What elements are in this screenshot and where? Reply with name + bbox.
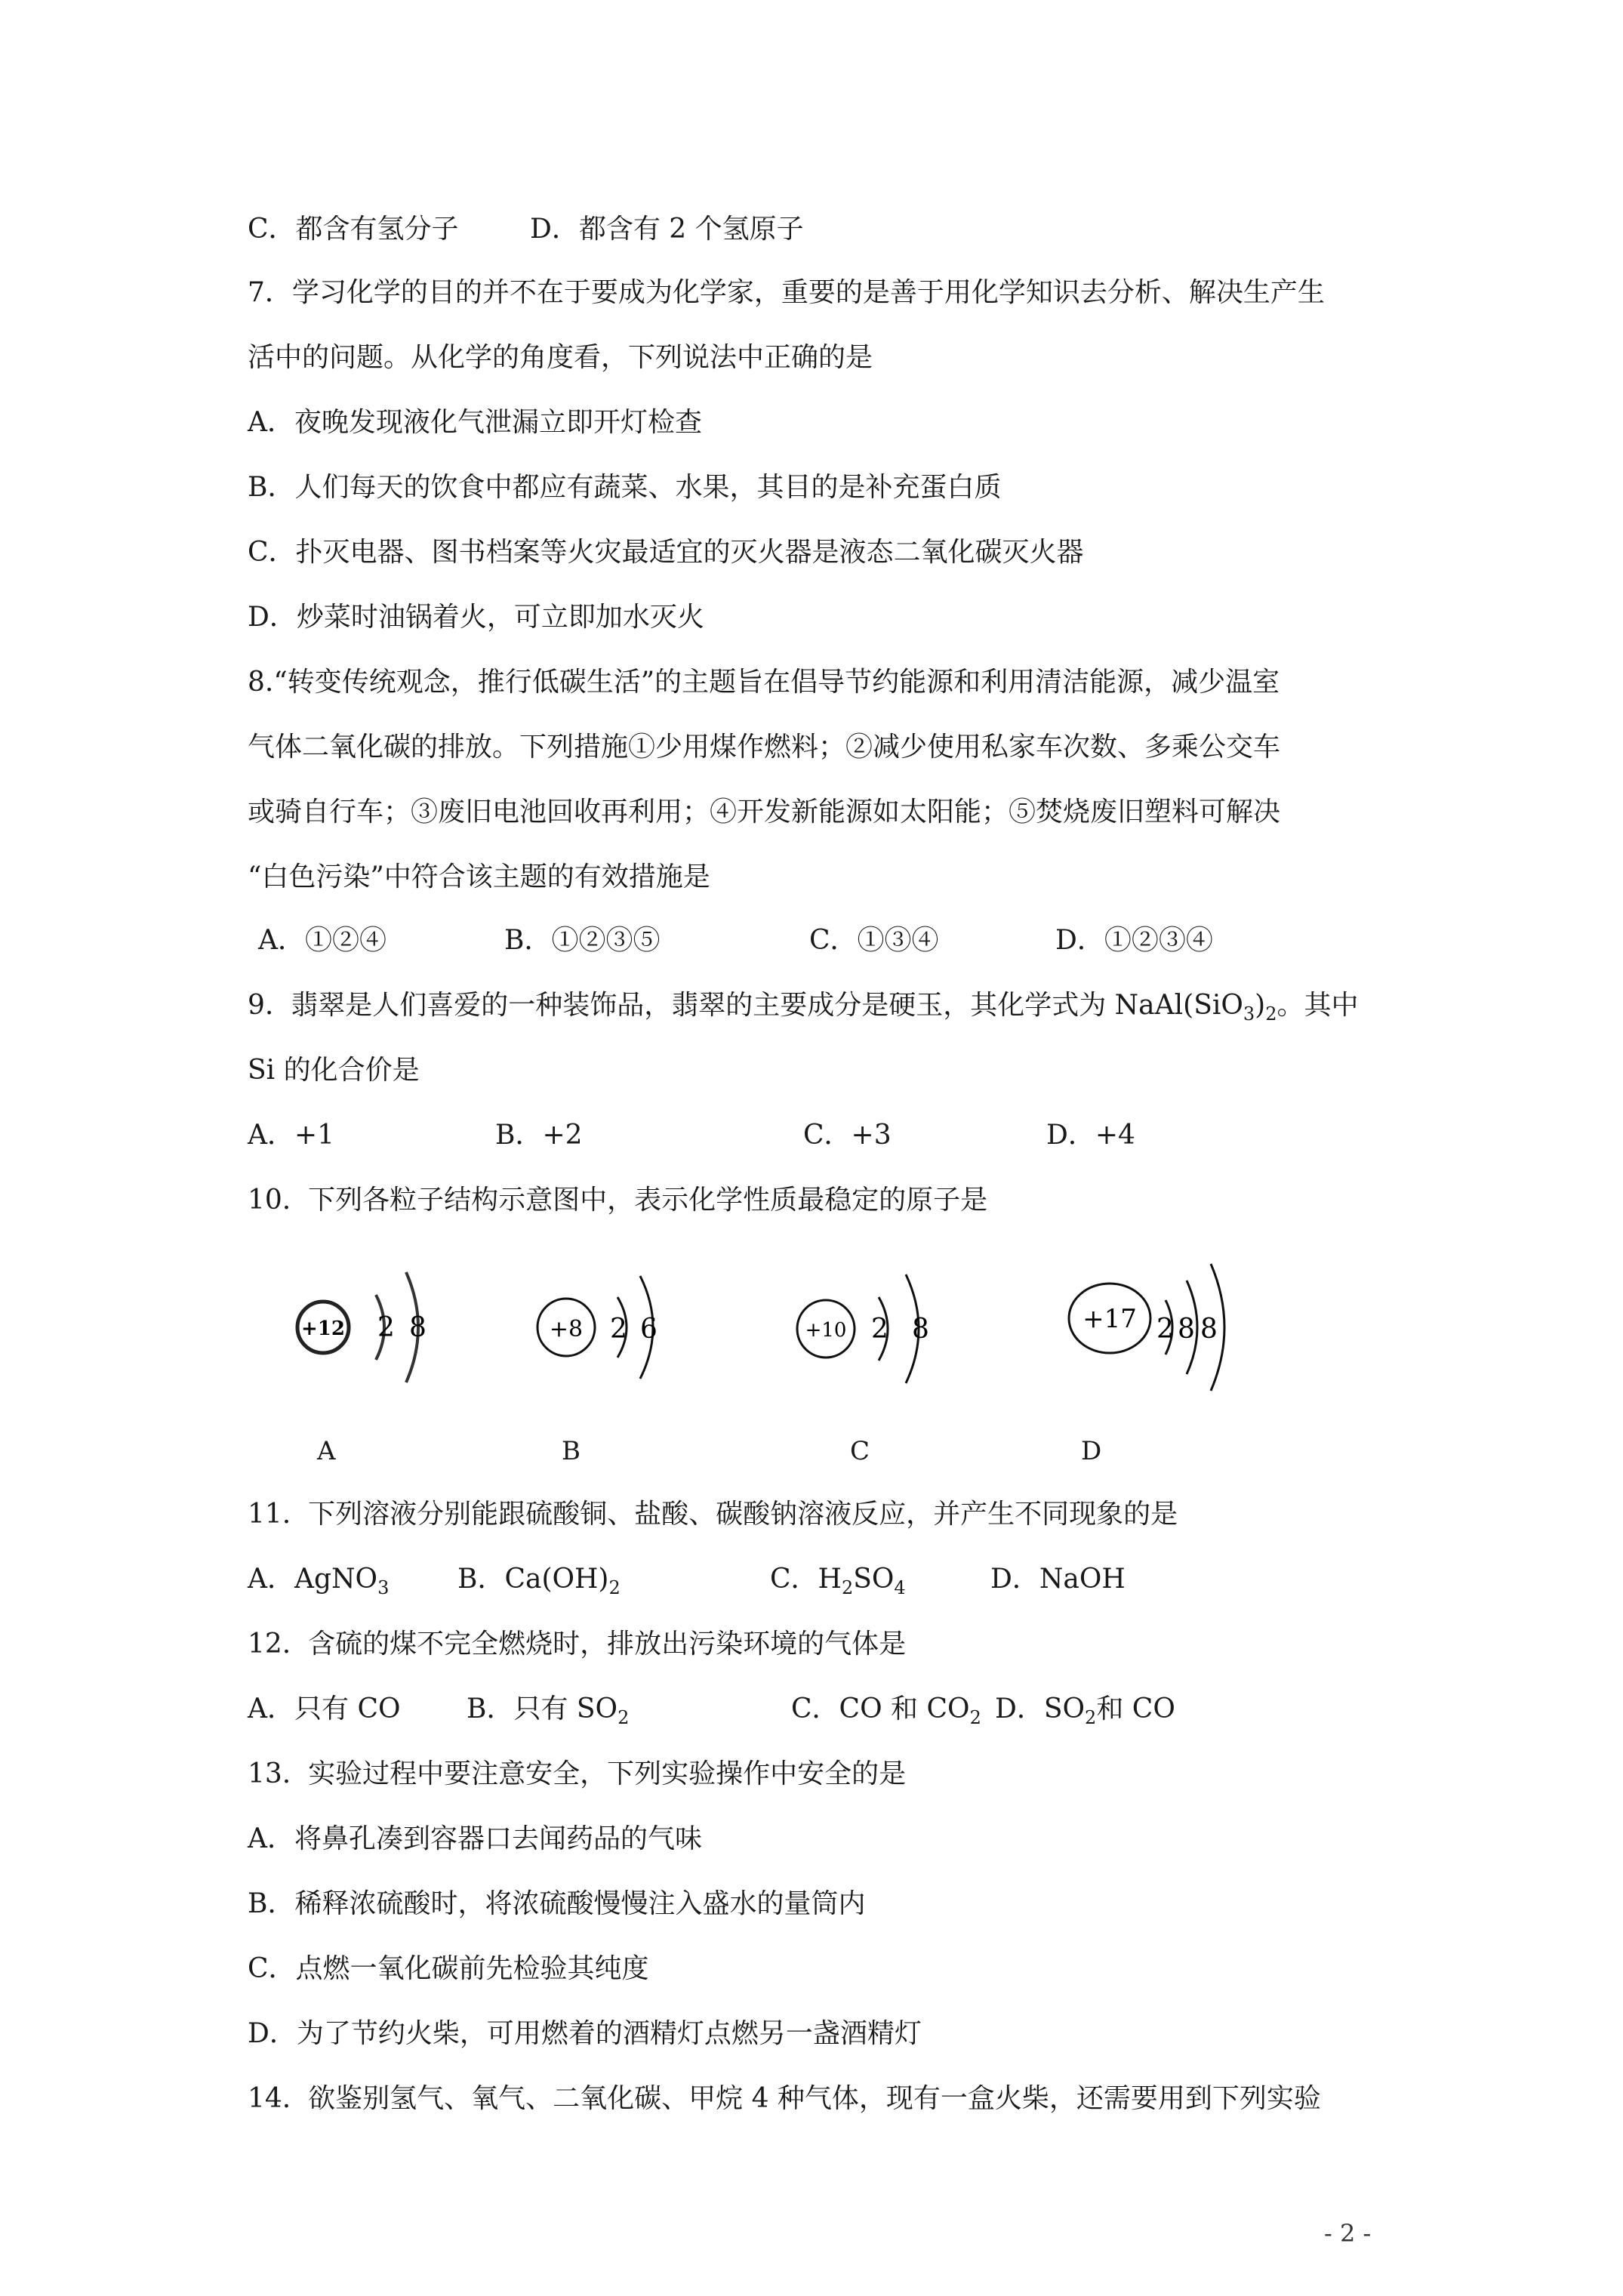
atom-label-d: D [1081,1436,1102,1466]
q11-a-text: A．AgNO [248,1564,378,1595]
q11-c-sub1: 2 [841,1577,854,1598]
atom-diagram-a [287,1238,528,1435]
atom-diagram-c-svg [782,1238,1024,1435]
atom-diagram-b [528,1238,770,1435]
q11-c-sub2: 4 [894,1577,906,1598]
q11-c-text: C．H [770,1564,842,1595]
q13-option-a: A．将鼻孔凑到容器口去闻药品的气味 [248,1823,702,1854]
atom-diagram-d-svg [1063,1238,1304,1435]
q12-stem: 12. 含硫的煤不完全燃烧时，排放出污染环境的气体是 [248,1629,907,1660]
q9-paren: ) [1255,990,1266,1021]
q7-stem-line1: 7．学习化学的目的并不在于要成为化学家，重要的是善于用化学知识去分析、解决生产生 [248,277,1325,308]
q9-subscript-2: 2 [1265,1003,1277,1025]
atom-a-shell2: 8 [409,1312,427,1343]
q8-option-b: B．①②③⑤ [504,925,661,956]
atom-diagram-a-svg [287,1238,528,1435]
atom-b-nucleus: +8 [549,1316,584,1342]
atom-c-shell2: 8 [912,1314,929,1345]
q12-option-a: A．只有 CO [248,1693,401,1724]
q11-option-c [770,1563,906,1596]
q11-a-sub: 3 [377,1577,390,1598]
q9-option-d: D．+4 [1046,1120,1135,1151]
q12-d-text: D．SO [995,1693,1086,1724]
q7-stem-line2: 活中的问题。从化学的角度看，下列说法中正确的是 [248,342,873,373]
q6-option-d: D．都含有 2 个氢原子 [530,214,804,245]
q6-option-c: C．都含有氢分子 [248,214,459,245]
q13-option-c: C．点燃一氧化碳前先检验其纯度 [248,1953,649,1984]
q9-option-a: A．+1 [248,1120,335,1151]
q12-b-text: B．只有 SO [467,1693,618,1724]
atom-label-c: C [850,1436,870,1466]
q9-option-b: B．+2 [495,1120,583,1151]
page-number: - 2 - [1324,2219,1372,2248]
q13-stem: 13. 实验过程中要注意安全，下列实验操作中安全的是 [248,1758,907,1789]
atom-a-shell1: 2 [377,1312,395,1343]
atom-d-shell3: 8 [1200,1314,1218,1345]
q11-option-a [248,1563,389,1596]
q12-b-sub: 2 [617,1707,630,1728]
q9-stem-end: 。其中 [1277,990,1359,1021]
q11-option-b [457,1563,621,1596]
q9-subscript-3: 3 [1243,1003,1255,1025]
q13-option-d: D．为了节约火柴，可用燃着的酒精灯点燃另一盏酒精灯 [248,2018,922,2049]
q8-option-d: D．①②③④ [1055,925,1213,956]
atom-b-shell2: 6 [640,1314,658,1345]
q10-stem: 10. 下列各粒子结构示意图中，表示化学性质最稳定的原子是 [248,1185,988,1216]
q12-c-sub: 2 [969,1707,981,1728]
atom-c-shell1: 2 [871,1314,888,1345]
q11-b-text: B．Ca(OH) [457,1564,609,1595]
q9-stem-line1 [248,989,1359,1025]
q12-c-text: C．CO 和 CO [791,1693,970,1724]
q12-option-c [791,1693,981,1726]
atom-diagram-d [1063,1238,1304,1435]
atom-d-shell2: 8 [1178,1314,1195,1345]
atom-d-shell1: 2 [1156,1314,1174,1345]
q9-stem-line2: Si 的化合价是 [248,1055,420,1086]
q7-option-b: B．人们每天的饮食中都应有蔬菜、水果，其目的是补充蛋白质 [248,472,1002,503]
q8-stem-line4: “白色污染”中符合该主题的有效措施是 [248,861,710,892]
atom-diagram-b-svg [528,1238,770,1435]
q13-option-b: B．稀释浓硫酸时，将浓硫酸慢慢注入盛水的量筒内 [248,1888,866,1919]
q9-stem-text: 9. 翡翠是人们喜爱的一种装饰品，翡翠的主要成分是硬玉，其化学式为 NaAl(SiO [248,990,1243,1021]
q8-stem-line2: 气体二氧化碳的排放。下列措施①少用煤作燃料；②减少使用私家车次数、多乘公交车 [248,732,1281,763]
atom-a-nucleus: +12 [301,1318,345,1340]
atom-d-nucleus: +17 [1083,1304,1137,1334]
q8-option-a: A．①②④ [258,925,387,956]
q7-option-c: C．扑灭电器、图书档案等火灾最适宜的灭火器是液态二氧化碳灭火器 [248,537,1084,568]
q8-option-c: C．①③④ [809,925,939,956]
atom-c-nucleus: +10 [805,1319,847,1342]
q7-option-a: A．夜晚发现液化气泄漏立即开灯检查 [248,407,702,438]
atom-label-a: A [317,1436,336,1466]
q11-c-mid: SO [853,1564,895,1595]
q9-option-c: C．+3 [803,1120,892,1151]
q14-stem-line1: 14. 欲鉴别氢气、氧气、二氧化碳、甲烷 4 种气体，现有一盒火柴，还需要用到下列实验 [248,2083,1321,2114]
q11-option-d: D．NaOH [990,1564,1126,1595]
q8-stem-line1: 8.“转变传统观念，推行低碳生活”的主题旨在倡导节约能源和利用清洁能源，减少温室 [248,667,1280,698]
q12-d-post: 和 CO [1096,1693,1175,1724]
q7-option-d: D．炒菜时油锅着火，可立即加水灭火 [248,602,704,633]
q12-d-sub: 2 [1085,1707,1097,1728]
q8-stem-line3: 或骑自行车；③废旧电池回收再利用；④开发新能源如太阳能；⑤焚烧废旧塑料可解决 [248,797,1281,827]
q11-b-sub: 2 [608,1577,621,1598]
q11-stem: 11. 下列溶液分别能跟硫酸铜、盐酸、碳酸钠溶液反应，并产生不同现象的是 [248,1499,1178,1530]
atom-diagram-c [782,1238,1024,1435]
atom-label-b: B [562,1436,581,1466]
q12-option-d [995,1693,1175,1726]
atom-b-shell1: 2 [610,1314,627,1345]
q12-option-b [467,1693,629,1726]
